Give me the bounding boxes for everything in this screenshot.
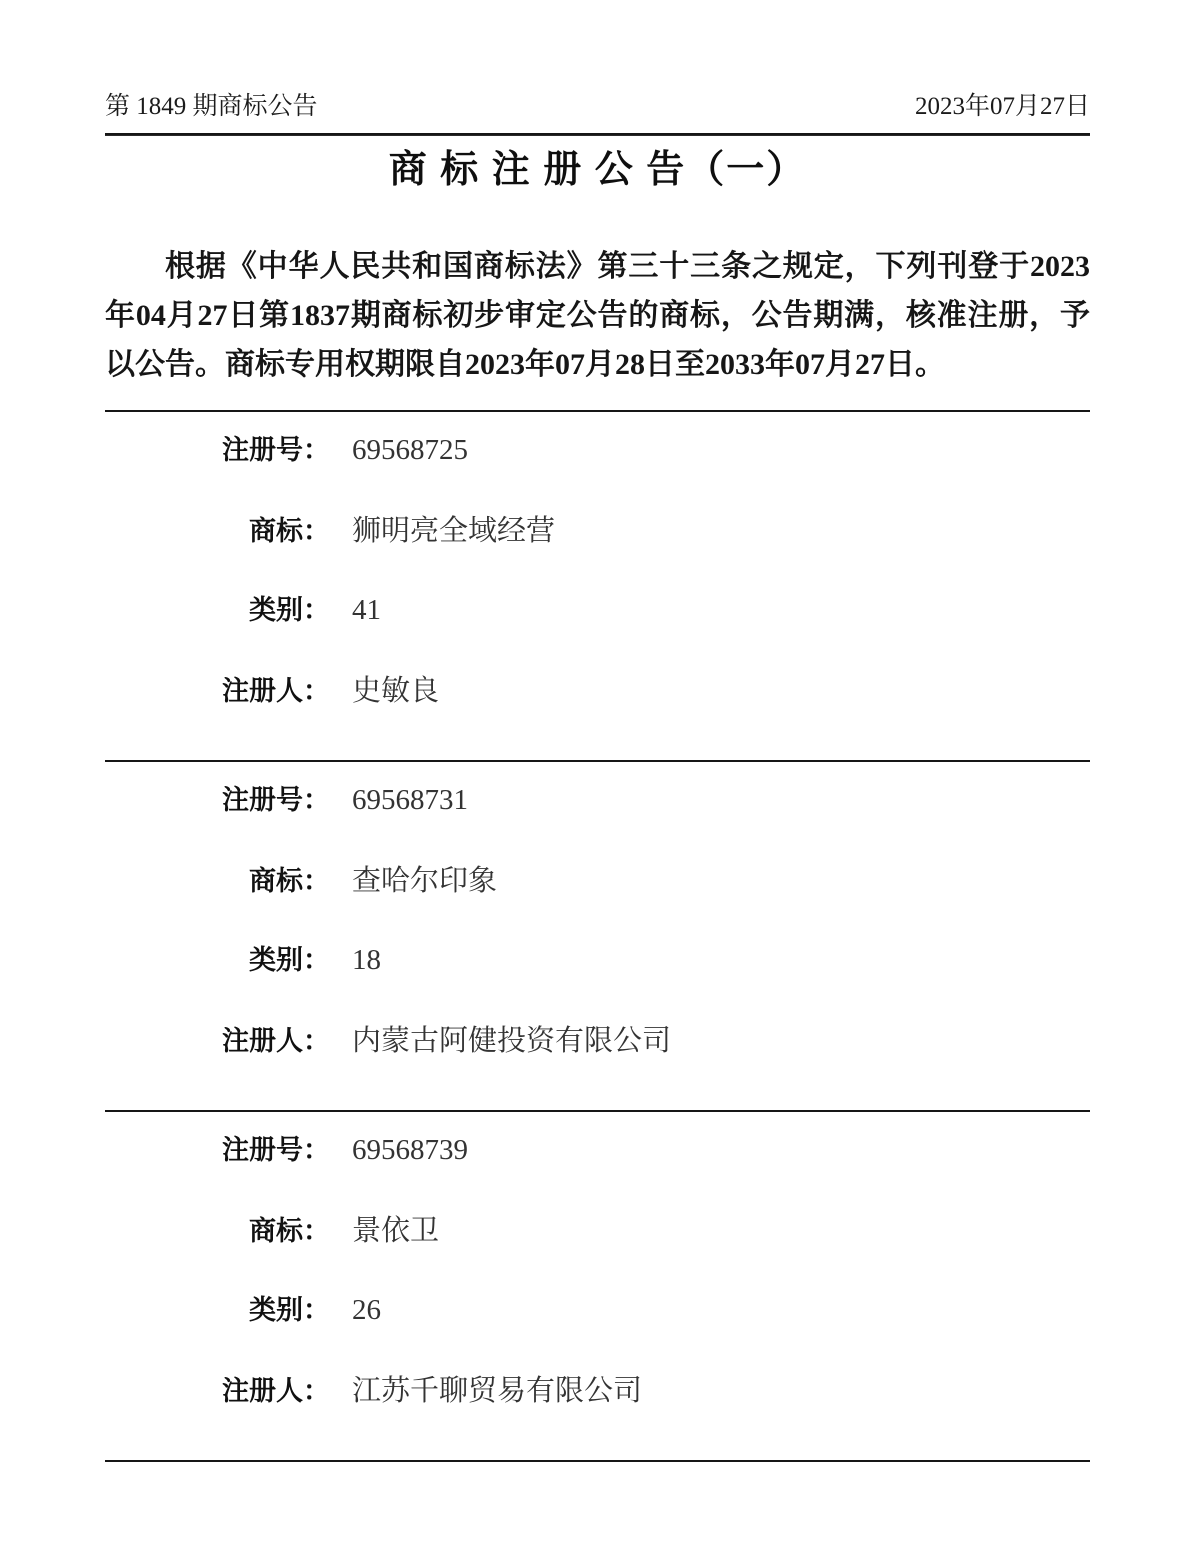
trademark-entry-3	[105, 1110, 1090, 1460]
page-header	[105, 93, 1090, 121]
regno-value: 69568731	[352, 784, 468, 816]
entry-row-trademark	[105, 508, 1090, 547]
entry-row-trademark	[105, 858, 1090, 897]
registrant-value: 史敏良	[352, 675, 440, 707]
entry-row-regno	[105, 428, 1090, 466]
entry-row-category	[105, 938, 1090, 976]
category-value: 41	[352, 594, 381, 626]
registrant-value: 内蒙古阿健投资有限公司	[352, 1025, 672, 1057]
registrant-label: 注册人：	[222, 1026, 330, 1056]
regno-label: 注册号：	[222, 435, 330, 465]
entry-row-registrant	[105, 668, 1090, 707]
page-title: 商 标 注 册 公 告（一）	[388, 149, 807, 191]
registrant-label: 注册人：	[222, 1376, 330, 1406]
trademark-label: 商标：	[249, 1216, 330, 1246]
entry-row-regno	[105, 1128, 1090, 1166]
entries-list	[105, 410, 1090, 1462]
trademark-value: 景依卫	[352, 1215, 440, 1247]
entry-row-category	[105, 1288, 1090, 1326]
regno-label: 注册号：	[222, 1135, 330, 1165]
entry-row-category	[105, 588, 1090, 626]
category-value: 26	[352, 1294, 381, 1326]
entry-row-trademark	[105, 1208, 1090, 1247]
header-issue-label: 第 1849 期商标公告	[105, 93, 318, 120]
category-label: 类别：	[249, 1295, 330, 1325]
page-content	[105, 0, 1090, 1462]
registrant-value: 江苏千聊贸易有限公司	[352, 1375, 643, 1407]
registrant-label: 注册人：	[222, 676, 330, 706]
category-label: 类别：	[249, 945, 330, 975]
header-double-rule	[105, 133, 1090, 136]
trademark-value: 狮明亮全域经营	[352, 515, 556, 547]
entry-row-registrant	[105, 1018, 1090, 1057]
trademark-entry-1	[105, 410, 1090, 760]
regno-value: 69568739	[352, 1134, 468, 1166]
regno-label: 注册号：	[222, 785, 330, 815]
regno-value: 69568725	[352, 434, 468, 466]
entry-row-registrant	[105, 1368, 1090, 1407]
trademark-label: 商标：	[249, 516, 330, 546]
category-label: 类别：	[249, 595, 330, 625]
intro-paragraph: 根据《中华人民共和国商标法》第三十三条之规定，下列刊登于2023年04月27日第1837期商标初步审定公告的商标，公告期满，核准注册，予以公告。商标专用权期限自2023年07月28日至2033年07月27日。	[105, 250, 1090, 381]
trademark-value: 查哈尔印象	[352, 865, 498, 897]
trademark-label: 商标：	[249, 866, 330, 896]
header-date: 2023年07月27日	[914, 93, 1090, 120]
category-value: 18	[352, 944, 381, 976]
entry-row-regno	[105, 778, 1090, 816]
trademark-entry-2	[105, 760, 1090, 1110]
